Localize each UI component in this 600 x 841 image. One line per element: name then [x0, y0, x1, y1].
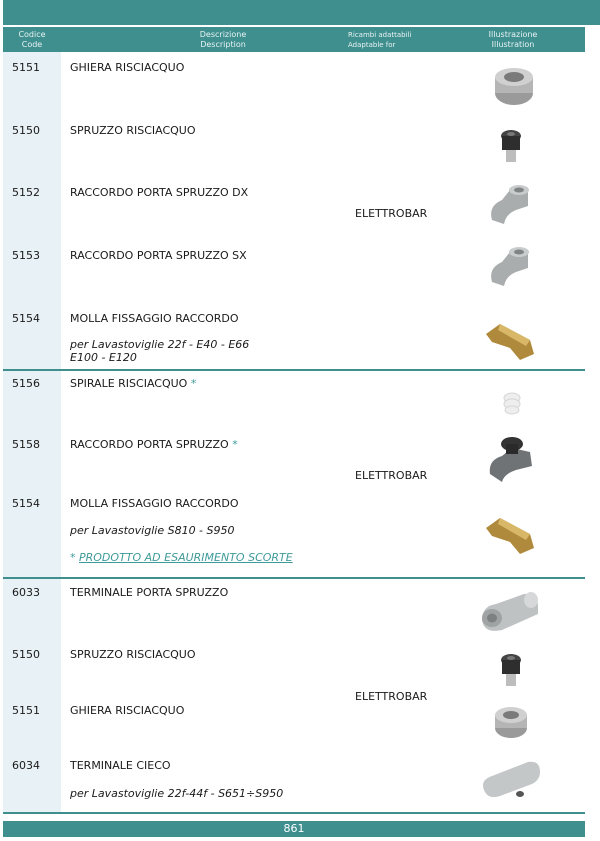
header-code-en: Code [21, 40, 43, 49]
item-code: 5156 [12, 377, 40, 390]
ring-nut-illustration [489, 702, 533, 742]
compatibility-note [70, 338, 249, 364]
nozzle-terminal-illustration [476, 584, 546, 640]
header-illustration [473, 30, 553, 50]
item-description [70, 438, 238, 451]
item-code: 5153 [12, 249, 40, 262]
header-code-it: Codice [18, 30, 46, 39]
nozzle-fitting-illustration [482, 430, 540, 484]
item-code: 6034 [12, 759, 40, 772]
item-description: TERMINALE CIECO [70, 759, 171, 772]
adaptable-for: ELETTROBAR [355, 469, 428, 482]
header-description [93, 30, 353, 50]
item-description-text: SPIRALE RISCIACQUO [70, 377, 188, 390]
note-line: per Lavastoviglie 22f - E40 - E66 [70, 338, 250, 351]
code-column-background [3, 52, 61, 814]
header-adaptable [348, 30, 438, 50]
header-fits-it: Ricambi adattabili [348, 31, 412, 39]
item-description: TERMINALE PORTA SPRUZZO [70, 586, 229, 599]
item-description [70, 377, 196, 390]
item-description-text: RACCORDO PORTA SPRUZZO [70, 438, 229, 451]
item-code: 5151 [12, 61, 40, 74]
item-description: RACCORDO PORTA SPRUZZO SX [70, 249, 247, 262]
group-separator [3, 812, 585, 814]
page-number: 861 [3, 821, 585, 837]
ring-nut-illustration [487, 63, 541, 109]
nozzle-fitting-left-illustration [482, 242, 540, 290]
item-code: 5150 [12, 124, 40, 137]
group-separator [3, 577, 585, 579]
item-description: SPRUZZO RISCIACQUO [70, 124, 196, 137]
blind-terminal-illustration [476, 754, 546, 804]
item-code: 5152 [12, 186, 40, 199]
rinse-nozzle-illustration [494, 650, 528, 690]
discontinued-notice [70, 551, 293, 564]
item-code: 5158 [12, 438, 40, 451]
item-description: GHIERA RISCIACQUO [70, 704, 185, 717]
top-bar [3, 0, 600, 25]
notice-star: * [70, 551, 76, 564]
item-code: 5150 [12, 648, 40, 661]
item-description: MOLLA FISSAGGIO RACCORDO [70, 312, 239, 325]
compatibility-note: per Lavastoviglie 22f-44f - S651÷S950 [70, 787, 284, 800]
item-description: SPRUZZO RISCIACQUO [70, 648, 196, 661]
item-code: 6033 [12, 586, 40, 599]
discontinued-notice-link[interactable]: PRODOTTO AD ESAURIMENTO SCORTE [79, 551, 293, 564]
discontinued-marker: * [232, 438, 238, 451]
rinse-nozzle-illustration [494, 126, 528, 166]
header-ill-it: Illustrazione [488, 30, 538, 39]
fixing-spring-illustration [480, 506, 540, 556]
table-header [3, 27, 585, 52]
header-ill-en: Illustration [491, 40, 535, 49]
item-description: MOLLA FISSAGGIO RACCORDO [70, 497, 239, 510]
header-code [3, 30, 61, 50]
header-fits-en: Adaptable for [348, 41, 396, 49]
rinse-spiral-illustration [496, 388, 528, 416]
discontinued-marker: * [190, 377, 197, 390]
item-code: 5151 [12, 704, 40, 717]
group-separator [3, 369, 585, 371]
adaptable-for: ELETTROBAR [355, 690, 428, 703]
header-desc-en: Description [200, 40, 246, 49]
nozzle-fitting-right-illustration [482, 180, 540, 228]
compatibility-note: per Lavastoviglie S810 - S950 [70, 524, 235, 537]
item-description: GHIERA RISCIACQUO [70, 61, 185, 74]
adaptable-for: ELETTROBAR [355, 207, 428, 220]
header-desc-it: Descrizione [199, 30, 247, 39]
note-line: E100 - E120 [70, 351, 137, 364]
item-description: RACCORDO PORTA SPRUZZO DX [70, 186, 249, 199]
item-code: 5154 [12, 497, 40, 510]
item-code: 5154 [12, 312, 40, 325]
fixing-spring-illustration [480, 312, 540, 362]
